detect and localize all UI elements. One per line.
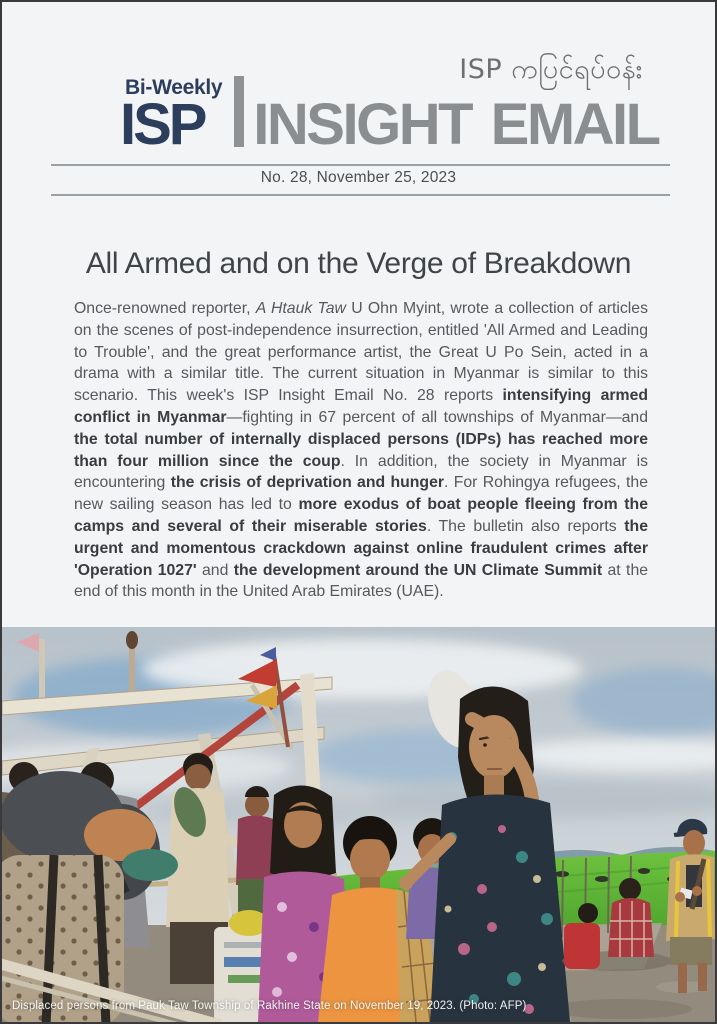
- photo-illustration: [2, 627, 715, 1022]
- burmese-title: ISP ကပြင်ရပ်ဝန်း: [459, 54, 643, 85]
- paragraph-segment: . For Rohingya refugees, the new sailing season has led to: [74, 474, 648, 514]
- paragraph-segment: Once-renowned reporter,: [74, 300, 256, 317]
- logo: [120, 76, 659, 157]
- paragraph-segment: U Ohn Myint, wrote a collection of articles on the scenes of post-independence insurrection, entitled 'All Armed and Leading to Trouble', and the great performance artist, the Great U Po Sein, acted in a drama with a similar title. The current situation in Myanmar is similar to this scenario. This week's ISP Insight Email No. 28 reports: [74, 300, 648, 405]
- paragraph-segment: A Htauk Taw: [255, 300, 346, 317]
- article-title: All Armed and on the Verge of Breakdown: [85, 247, 632, 280]
- paragraph-segment: . The bulletin also reports: [426, 517, 625, 535]
- top-rule: [51, 164, 670, 166]
- paragraph-segment: the development around the UN Climate Summit: [233, 561, 603, 579]
- article-summary: [74, 298, 648, 603]
- paragraph-segment: more exodus of boat people fleeing from the camps and several of their miserable stories: [74, 496, 648, 535]
- logo-divider-bar: [234, 76, 244, 147]
- frequency-label: Bi-Weekly: [125, 76, 223, 99]
- paragraph-segment: . In addition, the society in Myanmar is encountering: [74, 452, 648, 492]
- paragraph-segment: at the end of this month in the United Arab Emirates (UAE).: [74, 561, 649, 601]
- paragraph-segment: intensifying armed conflict in Myanmar: [74, 387, 648, 426]
- logo-left-block: [120, 76, 223, 157]
- paragraph-segment: —fighting in 67 percent of all townships of Myanmar—and: [226, 408, 648, 426]
- logo-isp: ISP: [120, 92, 205, 157]
- photo-caption: Displaced persons from Pauk Taw Township of Rakhine State on November 19, 2023. (Photo: AFP): [12, 1000, 527, 1012]
- issue-date: No. 28, November 25, 2023: [260, 169, 457, 186]
- news-photo: [2, 627, 715, 1022]
- paragraph-segment: the total number of internally displaced persons (IDPs) has reached more than four million since the coup: [74, 430, 648, 470]
- paragraph-segment: and: [196, 561, 234, 579]
- bottom-rule: [51, 194, 670, 196]
- paragraph-segment: the urgent and momentous crackdown against online fraudulent crimes after 'Operation 1027': [74, 517, 648, 579]
- logo-insight-email: INSIGHT EMAIL: [253, 92, 659, 157]
- paragraph-segment: the crisis of deprivation and hunger: [170, 474, 444, 492]
